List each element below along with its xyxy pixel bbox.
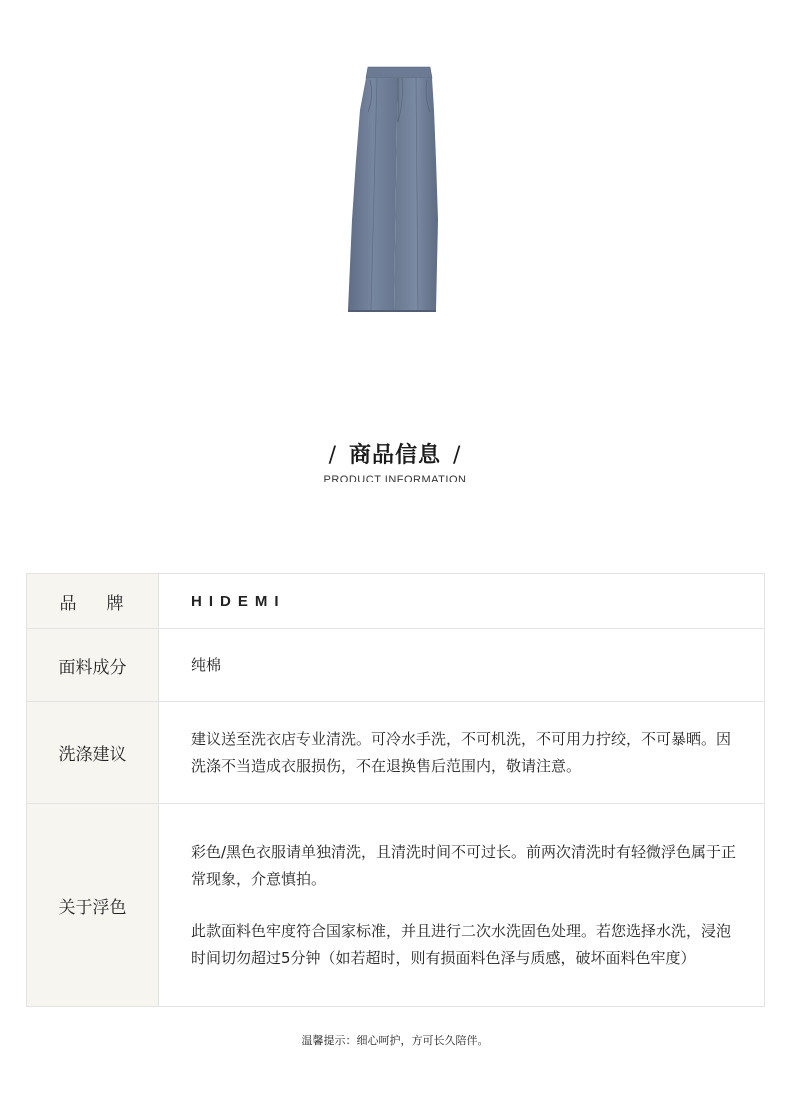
fabric-value: 纯棉 bbox=[159, 629, 765, 702]
product-image-trousers bbox=[330, 60, 460, 320]
brand-value-cell bbox=[159, 574, 765, 629]
washing-value: 建议送至洗衣店专业清洗。可冷水手洗，不可机洗，不可用力拧绞，不可暴晒。因洗涤不当造成衣服损伤，不在退换售后范围内，敬请注意。 bbox=[159, 702, 765, 804]
fading-label: 关于浮色 bbox=[27, 804, 159, 1007]
fabric-label: 面料成分 bbox=[27, 629, 159, 702]
fading-paragraph-2: 此款面料色牢度符合国家标准，并且进行二次水洗固色处理。若您选择水洗，浸泡时间切勿超过5分钟（如若超时，则有损面料色泽与质感，破坏面料色牢度） bbox=[191, 921, 732, 967]
fading-value-cell bbox=[159, 804, 765, 1007]
title-slash-left: / bbox=[328, 443, 337, 468]
section-subtitle: PRODUCT INFORMATION bbox=[323, 474, 467, 482]
brand-value: HIDEMI bbox=[191, 592, 286, 610]
section-title-text: 商品信息 bbox=[348, 443, 441, 468]
brand-label: 品牌 bbox=[59, 593, 154, 614]
brand-label-cell bbox=[27, 574, 159, 629]
fading-paragraph-1: 彩色/黑色衣服请单独清洗，且清洗时间不可过长。前两次清洗时有轻微浮色属于正常现象，介意慎拍。 bbox=[191, 842, 737, 888]
table-row-fabric bbox=[27, 629, 765, 702]
table-row-washing bbox=[27, 702, 765, 804]
table-row-fading bbox=[27, 804, 765, 1007]
washing-label: 洗涤建议 bbox=[27, 702, 159, 804]
table-row-brand bbox=[27, 574, 765, 629]
section-title bbox=[0, 438, 790, 469]
title-slash-right: / bbox=[453, 443, 462, 468]
footer-care-note: 温馨提示：细心呵护，方可长久陪伴。 bbox=[301, 1034, 489, 1047]
product-info-table bbox=[26, 573, 765, 1007]
trousers-illustration bbox=[330, 60, 460, 320]
